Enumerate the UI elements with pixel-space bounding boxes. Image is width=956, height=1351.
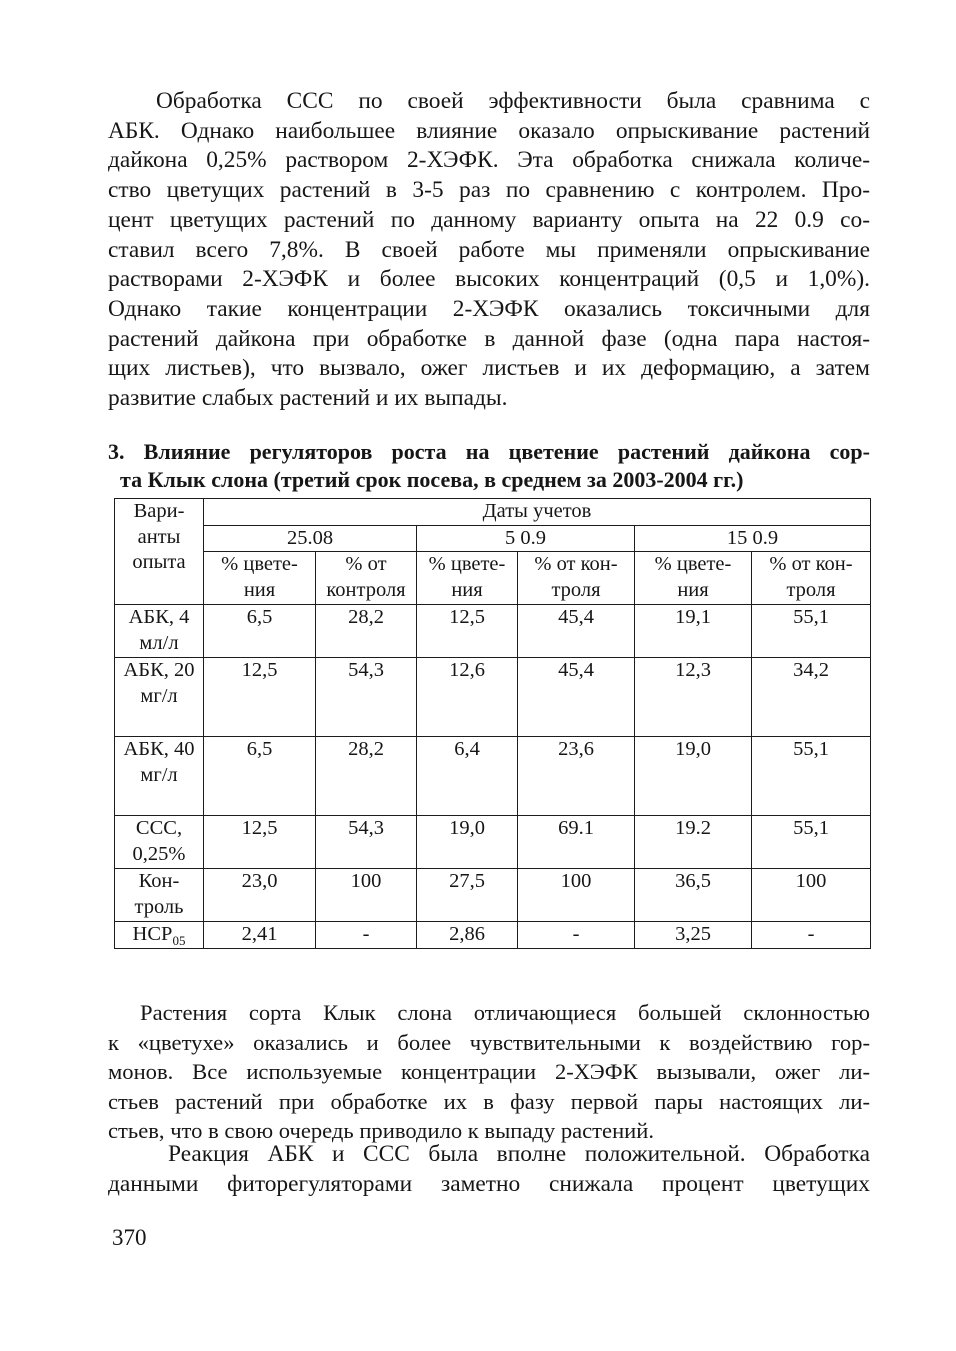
- table-cell: 12,5: [204, 816, 316, 869]
- date-header: 25.08: [204, 525, 417, 552]
- row-label: АБК, 40 мг/л: [115, 737, 204, 816]
- table-cell: 100: [752, 869, 871, 922]
- paragraph-1: [108, 87, 870, 414]
- text-line: к «цветухе» оказались и более чувствительными к воздействию гор-: [108, 1029, 870, 1055]
- text-line: ставил всего 7,8%. В своей работе мы применяли опрыскивание: [108, 236, 870, 263]
- text-line: стьев растений при обработке их в фазу первой пары настоящих ли-: [108, 1088, 870, 1114]
- caption-line: та Клык слона (третий срок посева, в среднем за 2003-2004 гг.): [120, 467, 744, 492]
- table-cell: 27,5: [417, 869, 518, 922]
- table-cell: 55,1: [752, 816, 871, 869]
- text-line: цент цветущих растений по данному варианту опыта на 22 0.9 со-: [108, 206, 870, 233]
- table-row: [115, 869, 871, 922]
- column-header: % цвете- ния: [204, 552, 316, 605]
- text-line: Обработка ССС по своей эффективности была сравнима с: [156, 88, 870, 114]
- text-line: АБК. Однако наибольшее влияние оказало опрыскивание растений: [108, 117, 870, 144]
- flowering-table: [114, 498, 871, 949]
- table-cell: 6,5: [204, 737, 316, 816]
- table-cell: 23,0: [204, 869, 316, 922]
- row-label: АБК, 20 мг/л: [115, 658, 204, 737]
- table-cell: 6,5: [204, 605, 316, 658]
- text-line: монов. Все используемые концентрации 2-ХЭФК вызывали, ожег ли-: [108, 1059, 870, 1084]
- table-cell: 28,2: [316, 605, 417, 658]
- table-cell: 12,5: [204, 658, 316, 737]
- variant-header: Вари- анты опыта: [115, 499, 204, 605]
- date-header: 15 0.9: [635, 525, 871, 552]
- text-line: Реакция АБК и ССС была вполне положительной. Обработка: [168, 1141, 870, 1167]
- text-line: стьев, что в свою очередь приводило к выпаду растений.: [108, 1118, 655, 1143]
- table-cell: 45,4: [518, 658, 635, 737]
- text-line: щих листьев), что вызвало, ожег листьев и их деформацию, а затем: [108, 355, 870, 382]
- paragraph-2: [108, 998, 870, 1146]
- table-cell: -: [316, 922, 417, 949]
- table-cell: 34,2: [752, 658, 871, 737]
- table-cell: 6,4: [417, 737, 518, 816]
- text-line: Растения сорта Клык слона отличающиеся большей склонностью: [140, 1000, 870, 1025]
- table-cell: 2,41: [204, 922, 316, 949]
- table-cell: 19,0: [417, 816, 518, 869]
- text-line: развитие слабых растений и их выпады.: [108, 385, 508, 412]
- row-label-hcp: [115, 922, 204, 949]
- column-header: % цвете- ния: [635, 552, 752, 605]
- table-cell: -: [518, 922, 635, 949]
- table-cell: 55,1: [752, 737, 871, 816]
- text-line: Однако такие концентрации 2-ХЭФК оказались токсичными для: [108, 295, 870, 322]
- table-cell: 54,3: [316, 816, 417, 869]
- table-cell: 36,5: [635, 869, 752, 922]
- date-header: 5 0.9: [417, 525, 635, 552]
- hcp-label: НСР: [132, 923, 173, 945]
- dates-header: Даты учетов: [204, 499, 871, 526]
- table-caption: [108, 438, 870, 494]
- column-header: % цвете- ния: [417, 552, 518, 605]
- table-cell: 3,25: [635, 922, 752, 949]
- table-cell: 2,86: [417, 922, 518, 949]
- column-header: % от кон- троля: [518, 552, 635, 605]
- table-cell: 23,6: [518, 737, 635, 816]
- hcp-subscript: 05: [172, 933, 186, 949]
- table-cell: 12,5: [417, 605, 518, 658]
- table-cell: 19,0: [635, 737, 752, 816]
- text-line: данными фиторегуляторами заметно снижала процент цветущих: [108, 1170, 870, 1197]
- page-number: 370: [112, 1225, 147, 1250]
- table-row: [115, 605, 871, 658]
- table-cell: 28,2: [316, 737, 417, 816]
- text-line: растений дайкона при обработке в данной фазе (одна пара настоя-: [108, 325, 870, 352]
- table-cell: 100: [518, 869, 635, 922]
- text-line: дайкона 0,25% раствором 2-ХЭФК. Эта обработка снижала количе-: [108, 147, 870, 174]
- table-row: [115, 737, 871, 816]
- table-cell: -: [752, 922, 871, 949]
- table-row: [115, 658, 871, 737]
- table-cell: 19.2: [635, 816, 752, 869]
- table-cell: 19,1: [635, 605, 752, 658]
- table-row-hcp: [115, 922, 871, 949]
- table-row: [115, 816, 871, 869]
- table-cell: 55,1: [752, 605, 871, 658]
- text-line: растворами 2-ХЭФК и более высоких концентраций (0,5 и 1,0%).: [108, 266, 870, 293]
- table-cell: 12,6: [417, 658, 518, 737]
- row-label: ССС, 0,25%: [115, 816, 204, 869]
- column-header: % от контроля: [316, 552, 417, 605]
- table-cell: 12,3: [635, 658, 752, 737]
- table-cell: 45,4: [518, 605, 635, 658]
- table-cell: 100: [316, 869, 417, 922]
- caption-line: 3. Влияние регуляторов роста на цветение растений дайкона сор-: [108, 439, 870, 464]
- table-cell: 54,3: [316, 658, 417, 737]
- row-label: Кон- троль: [115, 869, 204, 922]
- row-label: АБК, 4 мл/л: [115, 605, 204, 658]
- paragraph-3: [108, 1140, 870, 1199]
- table-cell: 69.1: [518, 816, 635, 869]
- column-header: % от кон- троля: [752, 552, 871, 605]
- text-line: ство цветущих растений в 3-5 раз по сравнению с контролем. Про-: [108, 177, 870, 204]
